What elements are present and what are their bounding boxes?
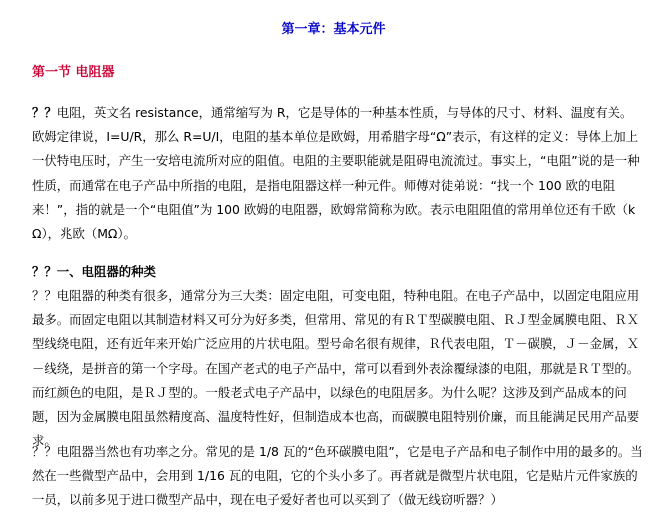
paragraph-text: 电阻，英文名 resistance，通常缩写为 R，它是导体的一种基本性质，与导体的尺寸、材料、温度有关。欧姆定律说，I=U/R，那么 R=U/I，电阻的基本单位是欧姆，用希腊字母“Ω”表示，有这样的定义：导体上加上一伏特电压时，产生一安培电流所对应的阻值。电阻的主要职能就是阻碍电流流过。事实上，“电阻”说的是一种性质，而通常在电子产品中所指的电阻，是指电阻器这样一种元件。师傅对徒弟说：“找一个 100 欧的电阻来！”，指的就是一个“电阻值”为 100 欧姆的电阻器，欧姆常简称为欧。表示电阻阻值的常用单位还有千欧（kΩ），兆欧（MΩ）。 — [32, 105, 640, 242]
section-title: 第一节 电阻器 — [32, 65, 115, 80]
paragraph-resistor-types: ？？电阻器的种类有很多，通常分为三大类：固定电阻，可变电阻，特种电阻。在电子产品中，以固定电阻应用最多。而固定电阻以其制造材料又可分为好多类，但常用、常见的有ＲＴ型碳膜电阻、ＲＪ型金属膜电阻、ＲＸ型线绕电阻，还有近年来开始广泛应用的片状电阻。型号命名很有规律，Ｒ代表电阻，Ｔ－碳膜，Ｊ－金属，Ｘ－线绕，是拼音的第一个字母。在国产老式的电子产品中，常可以看到外表涂覆绿漆的电阻，那就是ＲＴ型的。而红颜色的电阻，是ＲＪ型的。一般老式电子产品中，以绿色的电阻居多。为什么呢？这涉及到产品成本的问题，因为金属膜电阻虽然精度高、温度特性好，但制造成本也高，而碳膜电阻特别价廉，而且能满足民用产品要求。 — [32, 288, 640, 449]
paragraph-resistor-power: ？？电阻器当然也有功率之分。常见的是 1/8 瓦的“色环碳膜电阻”，它是电子产品和电子制作中用的最多的。当然在一些微型产品中，会用到 1/16 瓦的电阻，它的个头小多了。再者就是微型片状电阻，它是贴片元件家族的一员，以前多见于进口微型产品中，现在电子爱好者也可以买到了（做无线窃听器？） — [32, 444, 643, 508]
paragraph-lead-marker: ？？ — [32, 105, 57, 120]
chapter-title: 第一章：基本元件 — [281, 22, 386, 37]
subheading-resistor-types: ？？一、电阻器的种类 — [32, 264, 156, 279]
paragraph-resistance-definition — [32, 101, 644, 246]
